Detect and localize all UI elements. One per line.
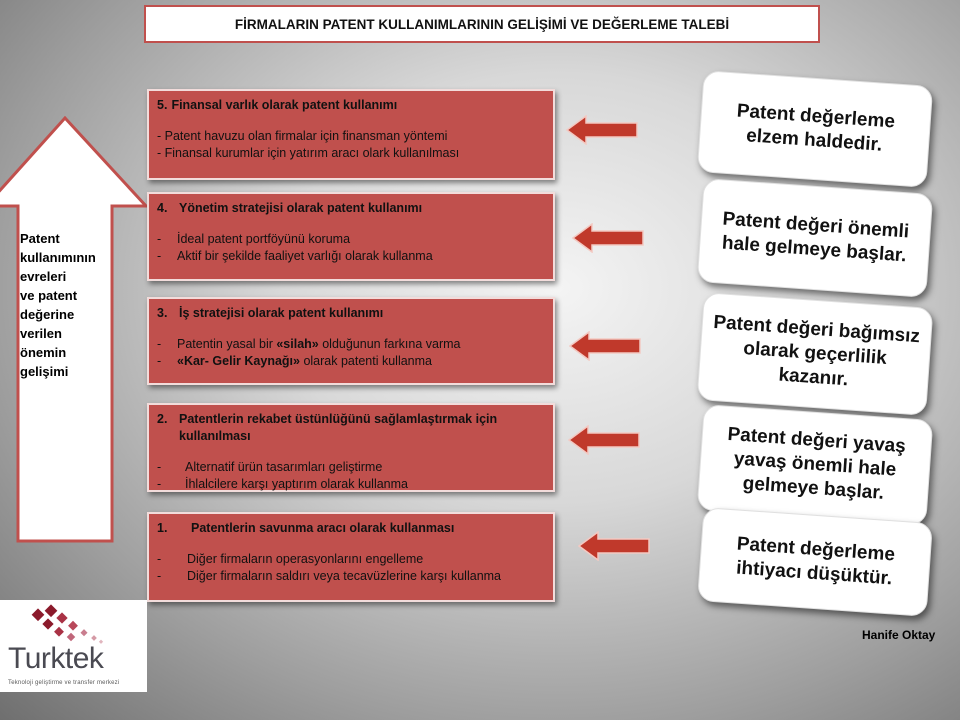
stage-title-text: Patentlerin savunma aracı olarak kullanması — [191, 521, 455, 535]
arrow-label-line: verilen — [20, 326, 62, 341]
arrow-label-line: ve patent — [20, 288, 78, 303]
stage-number: 1. — [157, 521, 168, 535]
stage-title-text: İş stratejisi olarak patent kullanımı — [179, 306, 384, 320]
arrow-label — [20, 229, 112, 381]
arrow-label-line: Patent — [20, 231, 60, 246]
left-arrow-icon — [566, 115, 638, 145]
value-card-text: Patent değerleme ihtiyacı düşüktür. — [735, 533, 896, 590]
arrow-label-line: değerine — [20, 307, 75, 322]
value-card-1 — [697, 507, 933, 617]
stage-item: - Aktif bir şekilde faaliyet varlığı olarak kullanma — [157, 249, 433, 263]
stage-item: - Alternatif ürün tasarımları geliştirme — [157, 460, 383, 474]
left-arrow-icon — [568, 425, 640, 455]
value-card-text: Patent değerleme elzem haldedir. — [736, 100, 896, 156]
stage-item: - «Kar- Gelir Kaynağı» olarak patenti kullanma — [157, 354, 432, 368]
stage-box-5 — [147, 89, 555, 180]
arrow-label-line: kullanımının — [20, 250, 96, 265]
stage-box-4 — [147, 192, 555, 281]
stage-item: - İhlalcilere karşı yaptırım olarak kullanma — [157, 477, 408, 491]
stage-title-text: Yönetim stratejisi olarak patent kullanımı — [179, 201, 423, 215]
title-box — [144, 5, 820, 43]
stage-item — [157, 128, 545, 145]
stage-item-text: olduğunun farkına varma — [318, 337, 461, 351]
page-title: FİRMALARIN PATENT KULLANIMLARININ GELİŞİMİ VE DEĞERLEME TALEBİ — [234, 16, 730, 32]
stage-number: 2. — [157, 412, 168, 426]
stage-number: 3. — [157, 306, 168, 320]
stage-item-text: olarak patenti kullanma — [299, 354, 432, 368]
stage-box-2 — [147, 403, 555, 492]
stage-item-text: - Patent havuzu olan firmalar için finansman yöntemi — [157, 129, 448, 143]
author-name: Hanife Oktay — [862, 628, 936, 642]
value-card-text: Patent değeri bağımsız olarak geçerlilik kazanır. — [712, 311, 921, 391]
stage-item: - İdeal patent portföyünü koruma — [157, 232, 351, 246]
left-arrow-icon — [572, 223, 644, 253]
left-arrow-icon — [569, 331, 641, 361]
value-card-5 — [697, 70, 934, 188]
stage-item: - Patentin yasal bir «silah» olduğunun farkına varma — [157, 337, 461, 351]
logo-name: Turktek — [8, 642, 104, 675]
stage-title — [157, 200, 545, 217]
arrow-label-line: gelişimi — [20, 364, 69, 379]
stage-box-1 — [147, 512, 555, 602]
stage-title — [157, 97, 545, 114]
stage-item-text: Aktif bir şekilde faaliyet varlığı olarak kullanma — [177, 249, 433, 263]
value-card-3 — [697, 292, 934, 416]
stage-title — [157, 305, 545, 322]
stage-number: 5. — [157, 98, 168, 112]
stage-item-bold: «Kar- Gelir Kaynağı» — [177, 354, 300, 368]
stage-item-text: - Finansal kurumlar için yatırım aracı olark kullanılması — [157, 146, 460, 160]
left-arrow-icon — [578, 531, 650, 561]
stage-title-text: Patentlerin rekabet üstünlüğünü sağlamlaştırmak için kullanılması — [179, 412, 498, 443]
value-card-2 — [697, 404, 934, 526]
value-card-text: Patent değeri yavaş yavaş önemli hale gelmeye başlar. — [726, 423, 907, 504]
stage-title — [157, 411, 545, 445]
stage-title-text: Finansal varlık olarak patent kullanımı — [171, 98, 398, 112]
stage-number: 4. — [157, 201, 168, 215]
stage-item-text: İhlalcilere karşı yaptırım olarak kullanma — [185, 477, 408, 491]
stage-box-3 — [147, 297, 555, 385]
logo-mosaic-icon — [0, 600, 147, 646]
stage-item-text: Patentin yasal bir — [177, 337, 277, 351]
stage-item-bold: «silah» — [276, 337, 319, 351]
stage-item — [157, 145, 545, 162]
arrow-label-line: evreleri — [20, 269, 67, 284]
stage-item-text: Diğer firmaların saldırı veya tecavüzlerine karşı kullanma — [187, 569, 502, 583]
stage-item-text: İdeal patent portföyünü koruma — [177, 232, 351, 246]
stage-item: - Diğer firmaların operasyonlarını engelleme — [157, 552, 424, 566]
turktek-logo — [0, 600, 147, 692]
arrow-label-line: önemin — [20, 345, 67, 360]
logo-tagline: Teknoloji geliştirme ve transfer merkezi — [8, 680, 120, 686]
stage-title — [157, 520, 545, 537]
value-card-4 — [697, 178, 934, 298]
stage-item: - Diğer firmaların saldırı veya tecavüzlerine karşı kullanma — [157, 569, 502, 583]
value-card-text: Patent değeri önemli hale gelmeye başlar. — [721, 208, 910, 267]
stage-item-text: Alternatif ürün tasarımları geliştirme — [185, 460, 383, 474]
stage-item-text: Diğer firmaların operasyonlarını engelleme — [187, 552, 424, 566]
